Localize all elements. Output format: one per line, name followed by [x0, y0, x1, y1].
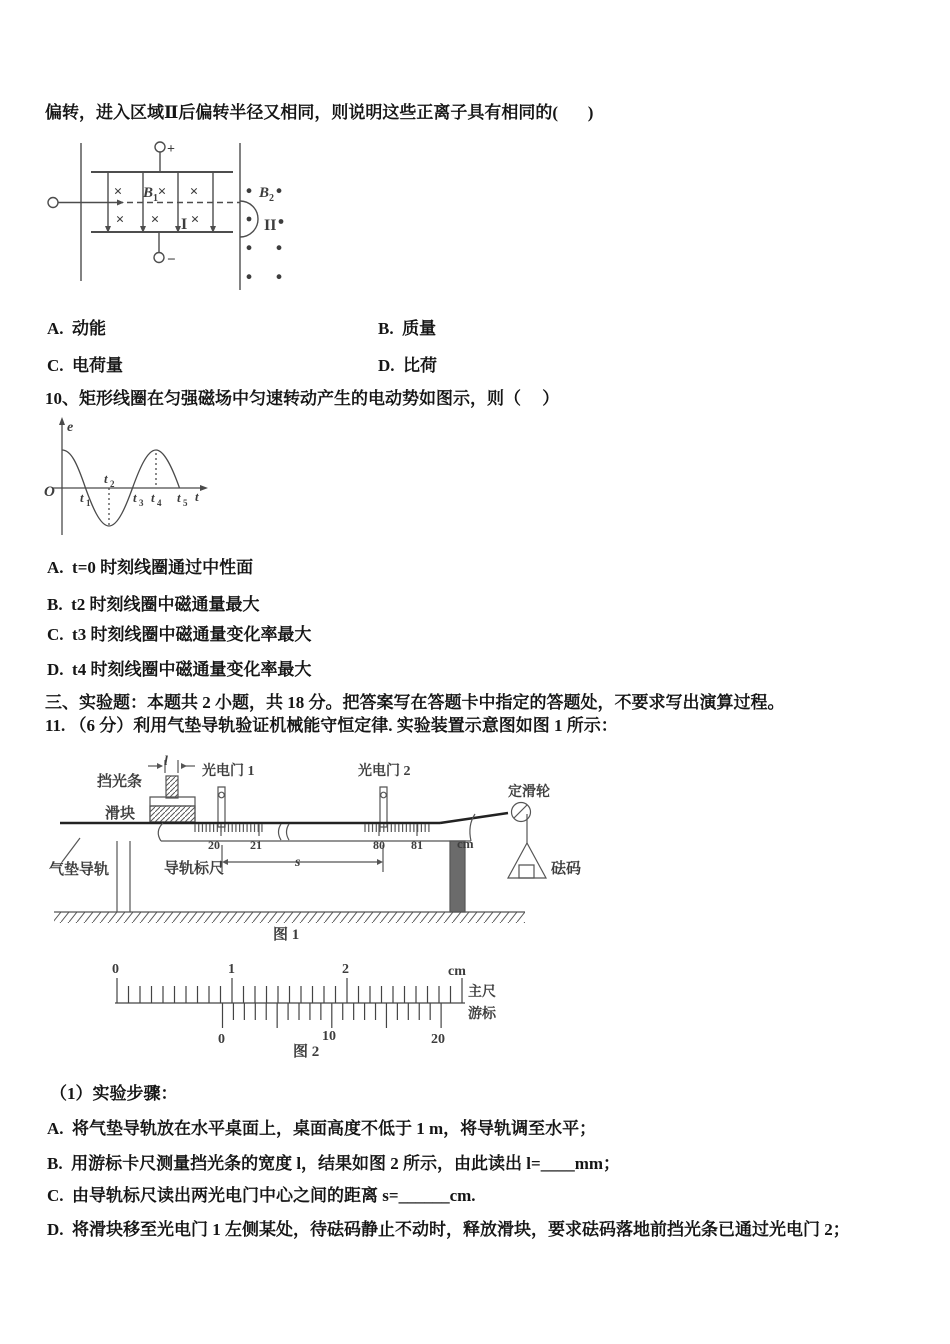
q9-stem-text: 偏转，进入区域Ⅱ后偏转半径又相同，则说明这些正离子具有相同的( ): [45, 103, 594, 122]
ground-hatching: [54, 912, 525, 923]
main-unit-cm: cm: [448, 964, 466, 979]
main-scale-ticks: [117, 978, 462, 1003]
cross-symbol: ×: [190, 212, 200, 228]
t1-sub: 1: [86, 498, 91, 508]
s-distance-label: s: [295, 855, 301, 870]
t4-sub: 4: [157, 498, 162, 508]
cross-symbol: ×: [189, 184, 199, 200]
slider-label: 滑块: [105, 806, 136, 822]
t3-tick: t: [133, 490, 137, 505]
main-tick-1: 1: [228, 962, 235, 977]
weight-label: 砝码: [551, 861, 582, 877]
fig1-airtrack-apparatus: [45, 752, 585, 944]
q10-option-d: D. t4 时刻线圈中磁通量变化率最大: [47, 660, 312, 679]
ruler-break-mark: [279, 824, 282, 840]
vernier-tick-10: 10: [322, 1029, 336, 1044]
pulley-wheel: [512, 803, 531, 822]
q11-stem-text: 11. （6 分）利用气垫导轨验证机械能守恒定律. 实验装置示意图如图 1 所示：: [45, 716, 618, 735]
ruler-number-80: 80: [373, 838, 385, 852]
fig2-vernier-caliper: [100, 958, 500, 1060]
t5-tick: t: [177, 490, 181, 505]
q10-emf-graph: [40, 415, 220, 540]
main-scale-name: 主尺: [468, 985, 496, 1000]
weight-hanger-triangle: [508, 843, 546, 878]
vernier-scale-name: 游标: [468, 1007, 496, 1022]
airtrack-label: 气垫导轨: [49, 862, 110, 878]
section3-header: 三、实验题：本题共 2 小题，共 18 分。把答案写在答题卡中指定的答题处，不要求写出演算过程。: [45, 693, 785, 712]
ruler-ticks-right: [365, 824, 429, 832]
pulley-label: 定滑轮: [508, 785, 550, 800]
ruler-break-mark: [287, 824, 290, 840]
q10-stem-text: 10、矩形线圈在匀强磁场中匀速转动产生的电动势如图示，则（ ）: [45, 389, 560, 408]
shutter-strip: [166, 776, 178, 798]
main-tick-0: 0: [112, 962, 119, 977]
cross-symbol: ×: [157, 184, 167, 200]
origin-label: O: [44, 484, 55, 500]
main-tick-2: 2: [342, 962, 349, 977]
x-axis-label: t: [195, 489, 199, 504]
photogate2-label: 光电门 2: [358, 764, 411, 779]
q10-option-b: B. t2 时刻线圈中磁通量最大: [47, 595, 260, 614]
q9-option-d: D. 比荷: [378, 356, 438, 375]
ruler-cm-label: cm: [457, 836, 474, 851]
shutter-label: 挡光条: [97, 774, 143, 790]
plus-sign: +: [167, 142, 175, 157]
q10-option-c: C. t3 时刻线圈中磁通量变化率最大: [47, 625, 312, 644]
step-c: C. 由导轨标尺读出两光电门中心之间的距离 s=______cm.: [47, 1186, 476, 1205]
step-d: D. 将滑块移至光电门 1 左侧某处，待砝码静止不动时，释放滑块，要求砝码落地前挡光条已通过光电门 2；: [47, 1220, 850, 1239]
ruler-number-21: 21: [250, 838, 262, 852]
trackruler-label: 导轨标尺: [164, 861, 225, 877]
q9-magnetic-field-diagram: [45, 138, 295, 293]
t3-sub: 3: [139, 498, 144, 508]
t5-sub: 5: [183, 498, 188, 508]
cross-symbol: ×: [115, 212, 125, 228]
plus-terminal-icon: [155, 142, 165, 152]
t1-tick: t: [80, 490, 84, 505]
step-b: B. 用游标卡尺测量挡光条的宽度 l，结果如图 2 所示，由此读出 l=____mm；: [47, 1154, 621, 1173]
vernier-scale-ticks: [223, 1003, 442, 1028]
photogate1-label: 光电门 1: [202, 764, 255, 779]
q9-option-b: B. 质量: [378, 319, 437, 338]
steps-title: （1）实验步骤：: [50, 1084, 178, 1103]
vernier-tick-0: 0: [218, 1032, 225, 1047]
fig2-caption: 图 2: [293, 1044, 320, 1060]
minus-terminal-icon: [154, 253, 164, 263]
ruler-left-edge: [158, 823, 163, 841]
vernier-tick-20: 20: [431, 1032, 445, 1047]
t2-tick: t: [104, 471, 108, 486]
l-width-label: l: [164, 754, 168, 769]
step-a: A. 将气垫导轨放在水平桌面上，桌面高度不低于 1 m，将导轨调至水平；: [47, 1119, 597, 1138]
cross-symbol: ×: [113, 184, 123, 200]
ruler-number-81: 81: [411, 838, 423, 852]
t2-sub: 2: [110, 479, 115, 489]
fig1-caption: 图 1: [273, 927, 300, 943]
weight-block: [519, 865, 534, 878]
ion-source-icon: [48, 198, 58, 208]
region2-label: II: [264, 217, 277, 234]
q9-option-a: A. 动能: [47, 319, 107, 338]
y-axis-label: e: [67, 420, 74, 435]
b2-subscript: 2: [269, 193, 274, 204]
t4-tick: t: [151, 490, 155, 505]
cross-symbol: ×: [150, 212, 160, 228]
axis-arrowheads: [59, 417, 208, 491]
minus-sign: −: [167, 252, 176, 268]
ruler-ticks-left: [195, 824, 262, 832]
b1-subscript: 1: [153, 193, 158, 204]
b1-label: B: [143, 185, 154, 201]
q10-option-a: A. t=0 时刻线圈通过中性面: [47, 558, 254, 577]
region1-label: I: [181, 216, 188, 233]
ruler-number-20: 20: [208, 838, 220, 852]
right-support-leg: [450, 841, 465, 912]
q9-option-c: C. 电荷量: [47, 356, 124, 375]
b2-label: B: [259, 185, 270, 201]
